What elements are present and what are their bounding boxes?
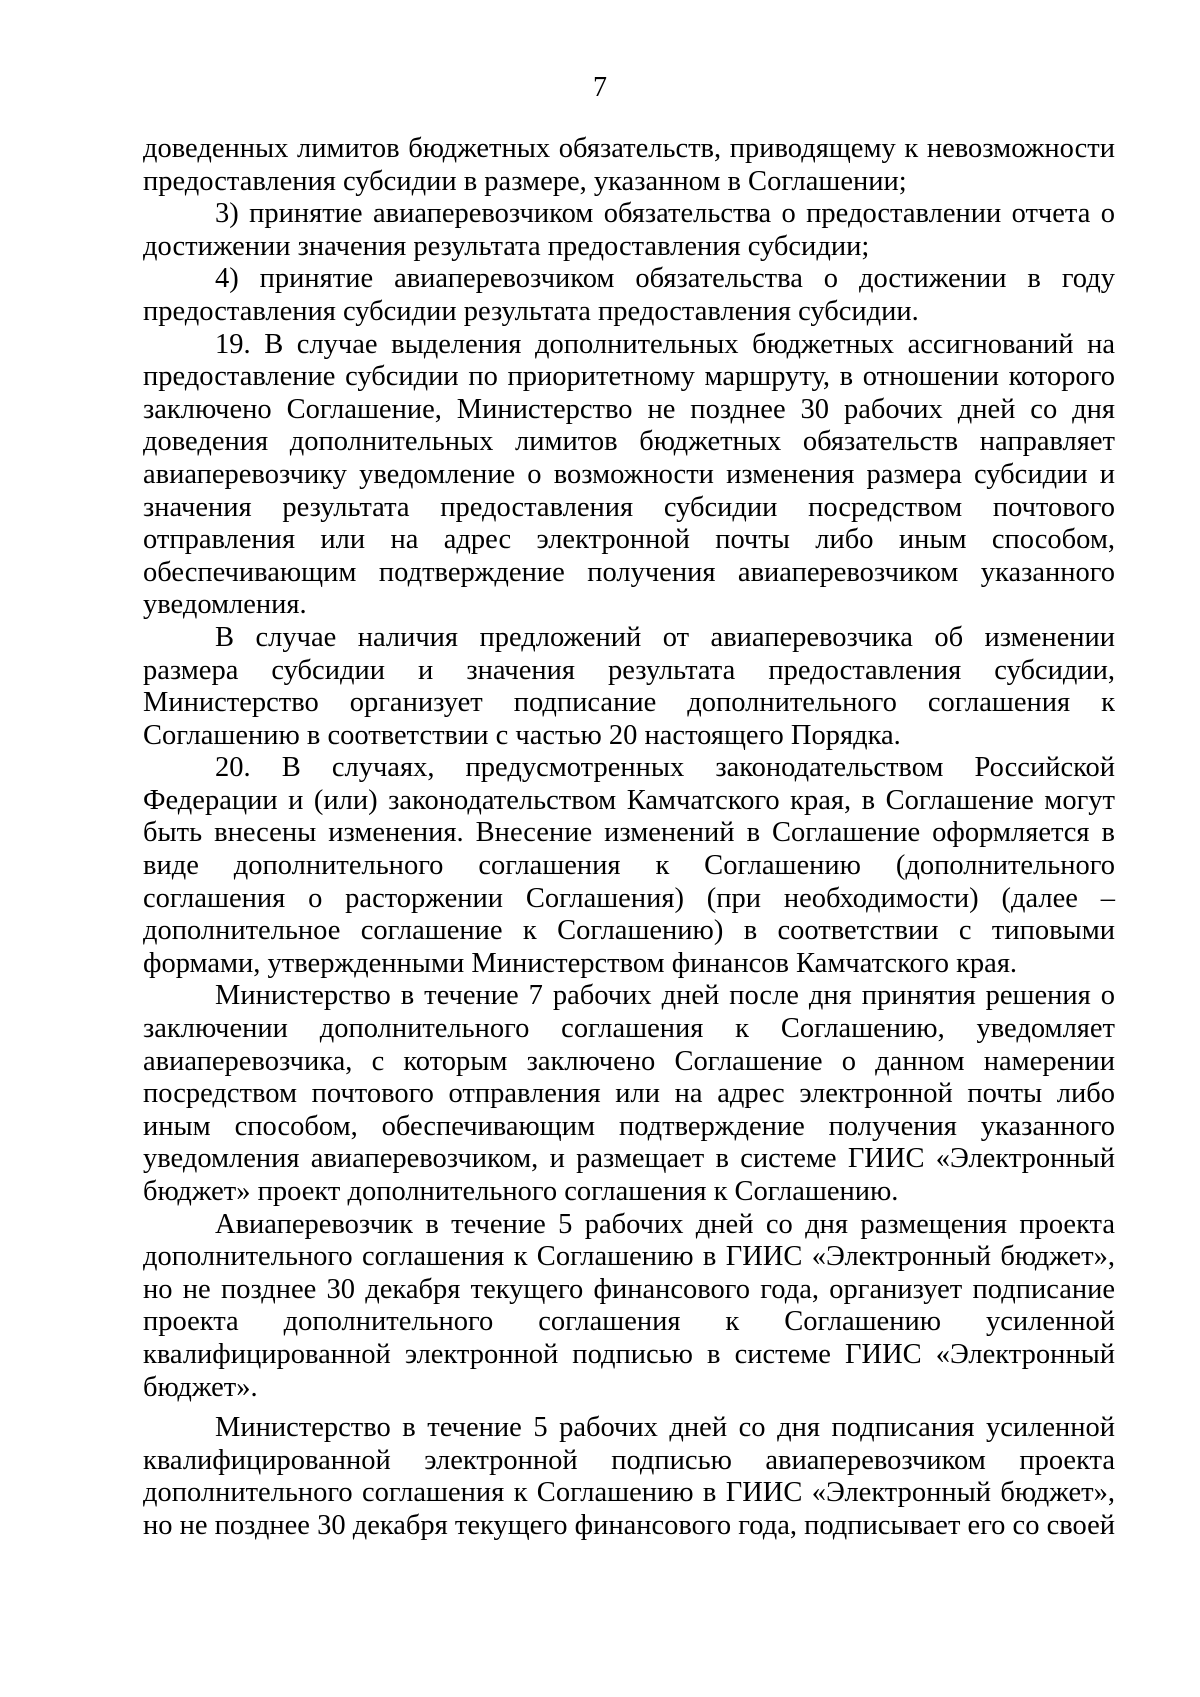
paragraph-continuation: доведенных лимитов бюджетных обязательств, приводящему к невозможности предоставления субсидии в размере, указанном в Соглашении; bbox=[143, 133, 1115, 197]
paragraph-section-19-proposals: В случае наличия предложений от авиаперевозчика об изменении размера субсидии и значения результата предоставления субсидии, Министерство организует подписание дополнительного соглашения к Соглашению в соответствии с частью 20 настоящего Порядка. bbox=[143, 621, 1115, 751]
paragraph-item-3: 3) принятие авиаперевозчиком обязательства о предоставлении отчета о достижении значения результата предоставления субсидии; bbox=[143, 198, 1115, 262]
paragraph-carrier-signing: Авиаперевозчик в течение 5 рабочих дней со дня размещения проекта дополнительного соглашения к Соглашению в ГИИС «Электронный бюджет», но не позднее 30 декабря текущего финансового года, организует подписание проекта дополнительного соглашения к Соглашению усиленной квалифицированной электронной подписью в системе ГИИС «Электронный бюджет». bbox=[143, 1208, 1115, 1403]
paragraph-ministry-signing: Министерство в течение 5 рабочих дней со дня подписания усиленной квалифицированной электронной подписью авиаперевозчиком проекта дополнительного соглашения к Соглашению в ГИИС «Электронный бюджет», но не позднее 30 декабря текущего финансового года, подписывает его со своей bbox=[143, 1412, 1115, 1541]
paragraph-item-4: 4) принятие авиаперевозчиком обязательства о достижении в году предоставления субсидии результата предоставления субсидии. bbox=[143, 263, 1115, 327]
paragraph-section-19: 19. В случае выделения дополнительных бюджетных ассигнований на предоставление субсидии по приоритетному маршруту, в отношении которого заключено Соглашение, Министерство не позднее 30 рабочих дней со дня доведения дополнительных лимитов бюджетных обязательств направляет авиаперевозчику уведомление о возможности изменения размера субсидии и значения результата предоставления субсидии посредством почтового отправления или на адрес электронной почты либо иным способом, обеспечивающим подтверждение получения авиаперевозчиком указанного уведомления. bbox=[143, 328, 1115, 621]
page-number: 7 bbox=[593, 72, 607, 103]
paragraph-ministry-notification: Министерство в течение 7 рабочих дней после дня принятия решения о заключении дополнительного соглашения к Соглашению, уведомляет авиаперевозчика, с которым заключено Соглашение о данном намерении посредством почтового отправления или на адрес электронной почты либо иным способом, обеспечивающим подтверждение получения указанного уведомления авиаперевозчиком, и размещает в системе ГИИС «Электронный бюджет» проект дополнительного соглашения к Соглашению. bbox=[143, 980, 1115, 1207]
document-body bbox=[143, 133, 1115, 1543]
paragraph-section-20: 20. В случаях, предусмотренных законодательством Российской Федерации и (или) законодательством Камчатского края, в Соглашение могут быть внесены изменения. Внесение изменений в Соглашение оформляется в виде дополнительного соглашения к Соглашению (дополнительного соглашения о расторжении Соглашения) (при необходимости) (далее – дополнительное соглашение к Соглашению) в соответствии с типовыми формами, утвержденными Министерством финансов Камчатского края. bbox=[143, 752, 1115, 979]
